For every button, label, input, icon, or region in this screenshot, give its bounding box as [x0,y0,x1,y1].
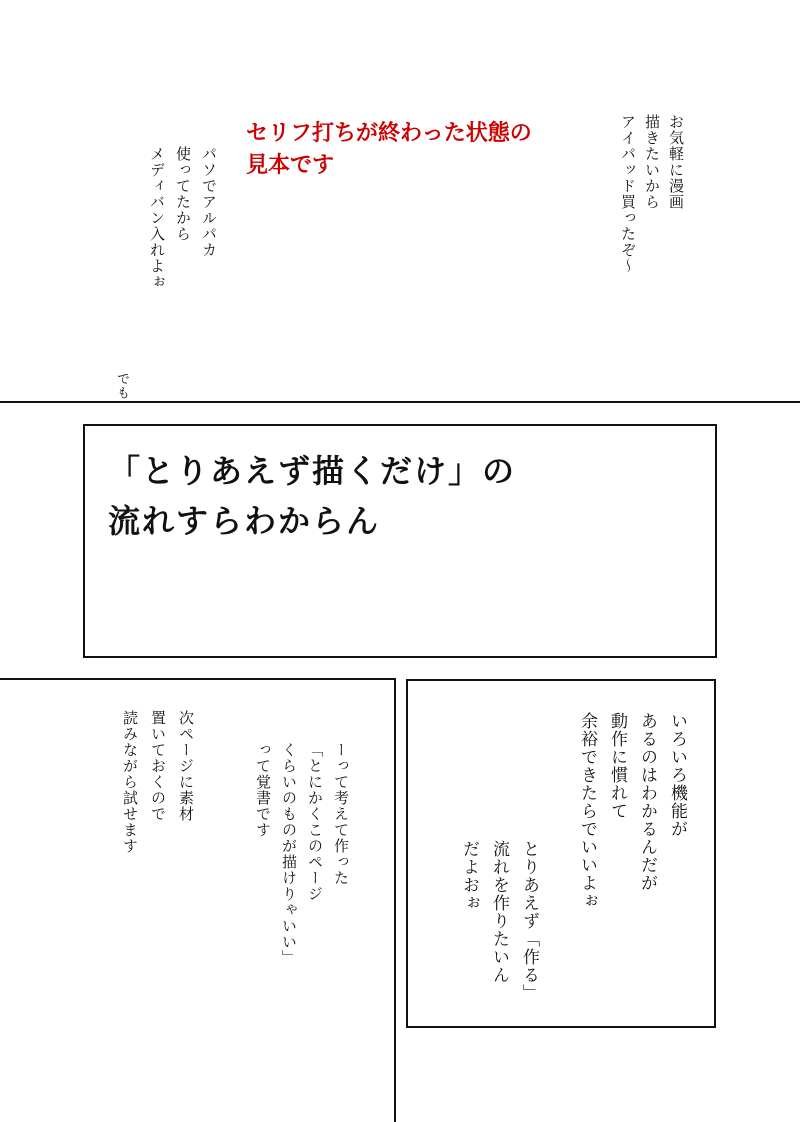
speech-bubble-top-right [616,114,688,274]
sample-note [246,118,532,182]
title-line-2: 流れすらわからん [108,502,381,540]
text-line: とりあえず「作る」 [519,840,539,1002]
title-line-1: 「とりあえず描くだけ」の [108,452,517,490]
text-line: 余裕できたらでいいよぉ [577,712,597,910]
bubble-line: メディバン入れよぉ [148,146,166,290]
bottom-right-text-a [572,712,692,910]
text-line: 置いておくので [149,710,167,822]
text-line: って覚書です [254,742,272,838]
bottom-left-text-b [250,742,354,966]
text-line: 流れを作りたいん [489,840,509,984]
text-line: 読みながら試せます [121,710,139,854]
speech-bubble-top-left [144,146,222,290]
text-line: 次ページに素材 [177,710,195,822]
sample-note-line-1: セリフ打ちが終わった状態の [246,121,532,146]
text-line: いろいろ機能が [667,712,687,838]
panel-border-top [0,401,800,403]
bottom-left-text-a [116,710,200,854]
sample-note-line-2: 見本です [246,153,335,178]
text-line: ーって考えて作った [332,742,350,886]
text-line: くらいのものが描けりゃいい」 [280,742,298,966]
bottom-left-panel-right [394,678,396,1122]
bubble-line: お気軽に漫画 [667,114,685,210]
bubble-line: パソでアルパカ [200,146,218,258]
narration-demo: でも [114,372,129,400]
text-line: だよおぉ [459,840,479,912]
bottom-left-panel-top [0,678,396,680]
bubble-line: 描きたいから [643,114,661,210]
bubble-line: アイパッド買ったぞ〜 [619,114,637,274]
text-line: あるのはわかるんだが [637,712,657,892]
text-line: 「とにかくこのページ [306,742,324,902]
bubble-line: 使ってたから [174,146,192,242]
text-line: 動作に慣れて [607,712,627,820]
bottom-right-text-b [454,840,544,1002]
title-panel-text [108,446,516,546]
